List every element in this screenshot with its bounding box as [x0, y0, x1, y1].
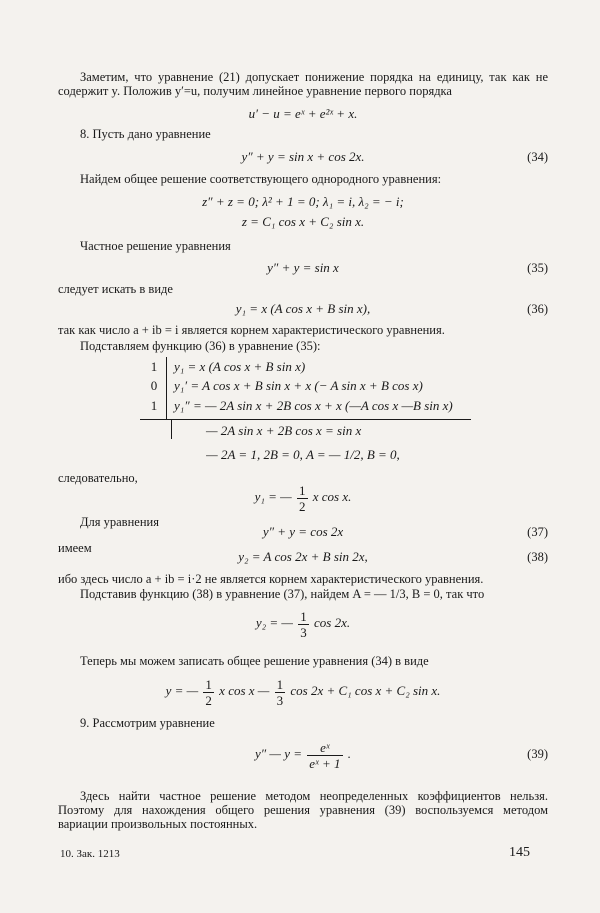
equation-number-34: (34): [527, 150, 548, 164]
item-8-heading: 8. Пусть дано уравнение: [80, 127, 211, 141]
table-sum-rule: [140, 419, 471, 420]
y1-numerator: 1: [299, 482, 306, 498]
y1-denominator: 2: [299, 498, 306, 514]
paragraph-for-equation: Для уравнения: [80, 515, 159, 529]
equation-number-37: (37): [527, 525, 548, 539]
y1-rhs: x cos x.: [312, 489, 352, 504]
paragraph-general: Теперь мы можем записать общее решение уравнения (34) в виде: [80, 654, 429, 668]
table-row: y₁′ = A cos x + B sin x + x (− A sin x + B cos x): [174, 378, 423, 393]
equation-number-35: (35): [527, 261, 548, 275]
table-row: y₁″ = — 2A sin x + 2B cos x + x (—A cos x —B sin x): [174, 398, 453, 413]
table-coef: 1: [150, 359, 158, 374]
general-part-b: x cos x —: [219, 683, 270, 698]
equation-homogeneous: z″ + z = 0; λ² + 1 = 0; λ₁ = i, λ₂ = − i;: [202, 194, 404, 209]
general-denominator-1: 2: [205, 692, 212, 708]
eq39-fraction: [307, 740, 342, 771]
paragraph-not-root: ибо здесь число a + ib = i·2 не является корнем характеристического уравнения.: [58, 572, 484, 586]
table-coef: 0: [150, 378, 158, 393]
equation-38: y₂ = A cos 2x + B sin 2x,: [238, 549, 368, 564]
y1-lhs: y₁ = —: [254, 489, 292, 504]
general-fraction-1: [203, 677, 214, 708]
equation-39: [58, 737, 548, 771]
table-row: y₁ = x (A cos x + B sin x): [174, 359, 306, 374]
equation-coefficients: — 2A = 1, 2B = 0, A = — 1/2, B = 0,: [206, 447, 400, 462]
equation-y2: [58, 606, 548, 640]
eq39-denominator: eˣ + 1: [309, 755, 341, 771]
paragraph-substitute: Подставляем функцию (36) в уравнение (35):: [80, 339, 321, 353]
general-part-a: y = —: [165, 683, 199, 698]
y2-numerator: 1: [300, 608, 307, 624]
equation-34: y″ + y = sin x + cos 2x.: [241, 149, 365, 164]
equation-first-order: u′ − u = eˣ + e²ˣ + x.: [248, 106, 358, 121]
equation-number-38: (38): [527, 550, 548, 564]
footer-printing-mark: 10. Зак. 1213: [60, 848, 120, 860]
table-coef: 1: [150, 398, 158, 413]
general-numerator-2: 1: [276, 676, 284, 692]
paragraph-variation: Здесь найти частное решение методом неопределенных коэффициентов нельзя. Поэтому для нахождения общего решения уравнения (39) воспользуемся методом вариации произвольных постоянных.: [58, 789, 548, 831]
paragraph-reduction: Заметим, что уравнение (21) допускает понижение порядка на единицу, так как не содержит y. Положив y′=u, получим линейное уравнение первого порядка: [58, 70, 548, 98]
equation-z-solution: z = C₁ cos x + C₂ sin x.: [241, 214, 365, 229]
eq39-lhs: y″ — y =: [254, 746, 303, 761]
paragraph-substituting: Подставив функцию (38) в уравнение (37), найдем A = — 1/3, B = 0, так что: [80, 587, 485, 601]
table-sum-row: — 2A sin x + 2B cos x = sin x: [206, 423, 362, 438]
y2-rhs: cos 2x.: [314, 615, 351, 630]
general-numerator-1: 1: [205, 676, 212, 692]
general-denominator-2: 3: [276, 692, 284, 708]
item-9-heading: 9. Рассмотрим уравнение: [80, 716, 215, 730]
equation-general-solution: [58, 674, 548, 708]
equation-36: y₁ = x (A cos x + B sin x),: [235, 301, 371, 316]
general-fraction-2: [275, 677, 286, 708]
y2-denominator: 3: [300, 624, 307, 640]
general-part-c: cos 2x + C₁ cos x + C₂ sin x.: [290, 683, 441, 698]
equation-37: y″ + y = cos 2x: [262, 524, 344, 539]
equation-35: y″ + y = sin x: [267, 260, 339, 275]
table-vertical-rule: [166, 357, 167, 419]
page-number: 145: [509, 845, 530, 860]
equation-y1: [58, 480, 548, 514]
paragraph-root: так как число a + ib = i является корнем характеристического уравнения.: [58, 323, 445, 337]
paragraph-particular: Частное решение уравнения: [80, 239, 231, 253]
eq39-numerator: eˣ: [307, 740, 342, 756]
y1-fraction: [297, 483, 308, 514]
equation-number-39: (39): [527, 747, 548, 761]
eq39-tail: .: [347, 746, 351, 761]
paragraph-therefore: следовательно,: [58, 471, 138, 485]
paragraph-homogeneous: Найдем общее решение соответствующего однородного уравнения:: [80, 172, 442, 186]
y2-lhs: y₂ = —: [255, 615, 293, 630]
y2-fraction: [298, 609, 309, 640]
equation-number-36: (36): [527, 302, 548, 316]
table-sum-vertical-rule: [171, 419, 172, 439]
paragraph-we-have: имеем: [58, 541, 92, 555]
paragraph-seek: следует искать в виде: [58, 282, 173, 296]
